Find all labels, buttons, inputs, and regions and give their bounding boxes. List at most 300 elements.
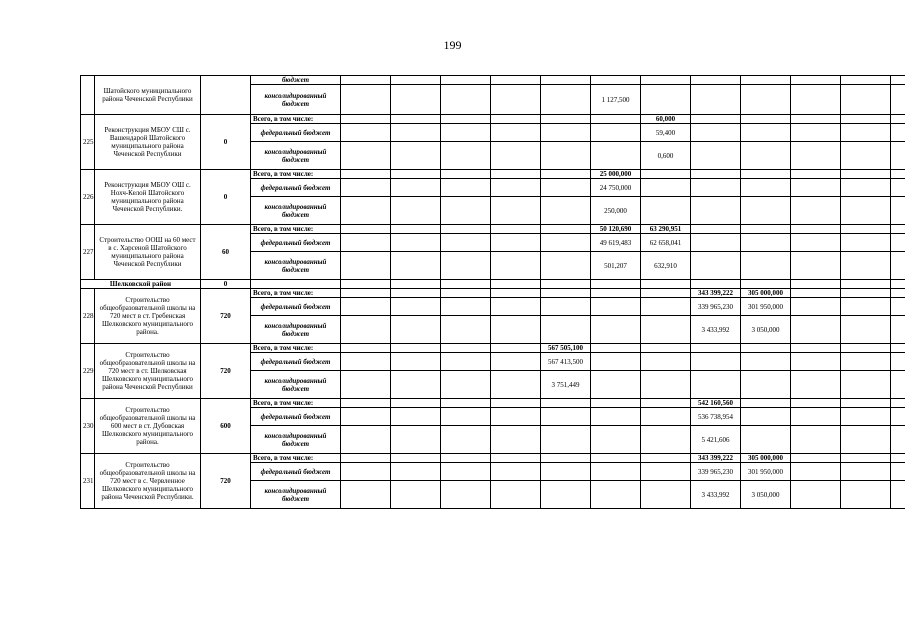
amount-cell (791, 234, 841, 252)
amount-cell (491, 280, 541, 289)
object-name: Строительство общеобразовательной школы на 600 мест в ст. Дубовская Шелковского муниципального района. (95, 399, 201, 454)
amount-cell (341, 234, 391, 252)
amount-cell (791, 463, 841, 481)
amount-cell (641, 197, 691, 225)
amount-cell: 301 950,000 (741, 463, 791, 481)
funding-source: Всего, в том числе: (251, 115, 341, 124)
amount-cell (841, 454, 891, 463)
funding-source: Всего, в том числе: (251, 399, 341, 408)
amount-cell (841, 316, 891, 344)
amount-cell: 3 751,449 (541, 371, 591, 399)
funding-source: Всего, в том числе: (251, 170, 341, 179)
object-name: Шатойского муниципального района Чеченской Республики (95, 76, 201, 115)
amount-cell (741, 142, 791, 170)
amount-cell (391, 426, 441, 454)
amount-cell (391, 344, 441, 353)
amount-cell (341, 280, 391, 289)
amount-cell (391, 115, 441, 124)
amount-cell (741, 124, 791, 142)
amount-cell (491, 197, 541, 225)
amount-cell (791, 408, 841, 426)
amount-cell (341, 252, 391, 280)
amount-cell (491, 481, 541, 509)
funding-source: федеральный бюджет (251, 353, 341, 371)
amount-cell (441, 316, 491, 344)
amount-cell: 5 421,606 (691, 426, 741, 454)
amount-cell: 343 399,222 (691, 454, 741, 463)
amount-cell (841, 289, 891, 298)
amount-cell (441, 344, 491, 353)
amount-cell (641, 344, 691, 353)
amount-cell (441, 280, 491, 289)
object-name: Реконструкция МБОУ ОШ с. Нохч-Келой Шатойского муниципального района Чеченской Республики. (95, 170, 201, 225)
amount-cell (341, 225, 391, 234)
capacity: 720 (201, 344, 251, 399)
amount-cell (591, 408, 641, 426)
amount-cell (791, 197, 841, 225)
amount-cell (791, 170, 841, 179)
capacity: 720 (201, 454, 251, 509)
amount-cell (541, 316, 591, 344)
amount-cell: 3 050,000 (741, 316, 791, 344)
funding-source: федеральный бюджет (251, 298, 341, 316)
amount-cell (441, 399, 491, 408)
amount-cell (691, 353, 741, 371)
amount-cell (791, 426, 841, 454)
amount-cell (341, 353, 391, 371)
amount-cell (891, 298, 905, 316)
amount-cell (791, 454, 841, 463)
amount-cell: 339 965,230 (691, 463, 741, 481)
budget-table (80, 75, 905, 509)
amount-cell (391, 298, 441, 316)
amount-cell (491, 316, 541, 344)
amount-cell (491, 289, 541, 298)
amount-cell (741, 179, 791, 197)
funding-source: Всего, в том числе: (251, 225, 341, 234)
amount-cell (541, 463, 591, 481)
amount-cell (791, 225, 841, 234)
amount-cell (841, 280, 891, 289)
amount-cell (341, 179, 391, 197)
amount-cell (541, 399, 591, 408)
amount-cell (891, 463, 905, 481)
amount-cell (541, 142, 591, 170)
amount-cell (791, 316, 841, 344)
amount-cell (491, 85, 541, 115)
row-number (81, 76, 95, 115)
amount-cell (891, 197, 905, 225)
amount-cell: 542 160,560 (691, 399, 741, 408)
amount-cell (341, 124, 391, 142)
amount-cell (491, 353, 541, 371)
amount-cell (441, 371, 491, 399)
amount-cell (641, 408, 691, 426)
amount-cell (391, 289, 441, 298)
amount-cell (791, 142, 841, 170)
amount-cell (891, 85, 905, 115)
amount-cell (251, 280, 341, 289)
amount-cell (741, 252, 791, 280)
table-row (81, 170, 905, 179)
amount-cell (591, 371, 641, 399)
amount-cell (691, 115, 741, 124)
amount-cell (841, 408, 891, 426)
amount-cell (891, 170, 905, 179)
amount-cell (841, 481, 891, 509)
amount-cell: 59,400 (641, 124, 691, 142)
funding-source: федеральный бюджет (251, 179, 341, 197)
amount-cell (641, 399, 691, 408)
amount-cell (591, 454, 641, 463)
amount-cell (441, 124, 491, 142)
amount-cell (891, 454, 905, 463)
row-number: 230 (81, 399, 95, 454)
amount-cell (591, 426, 641, 454)
amount-cell (491, 371, 541, 399)
amount-cell: 24 750,000 (591, 179, 641, 197)
amount-cell (741, 115, 791, 124)
amount-cell (691, 234, 741, 252)
amount-cell (491, 408, 541, 426)
table-row (81, 115, 905, 124)
amount-cell (491, 426, 541, 454)
amount-cell (841, 353, 891, 371)
funding-source: консолидированный бюджет (251, 252, 341, 280)
amount-cell (741, 170, 791, 179)
funding-source: консолидированный бюджет (251, 426, 341, 454)
amount-cell (691, 344, 741, 353)
amount-cell: 63 290,951 (641, 225, 691, 234)
amount-cell: 301 950,000 (741, 298, 791, 316)
amount-cell (391, 408, 441, 426)
amount-cell (541, 76, 591, 85)
amount-cell (541, 179, 591, 197)
row-number: 227 (81, 225, 95, 280)
amount-cell (841, 463, 891, 481)
amount-cell (691, 142, 741, 170)
amount-cell (391, 399, 441, 408)
amount-cell (341, 115, 391, 124)
amount-cell (541, 298, 591, 316)
amount-cell (541, 85, 591, 115)
amount-cell (891, 142, 905, 170)
amount-cell (491, 298, 541, 316)
amount-cell (891, 408, 905, 426)
amount-cell (741, 234, 791, 252)
amount-cell (641, 298, 691, 316)
amount-cell (691, 179, 741, 197)
amount-cell (641, 289, 691, 298)
amount-cell (791, 353, 841, 371)
amount-cell: 60,000 (641, 115, 691, 124)
amount-cell (441, 76, 491, 85)
amount-cell (791, 252, 841, 280)
amount-cell (591, 481, 641, 509)
amount-cell (691, 124, 741, 142)
amount-cell (441, 85, 491, 115)
row-number: 231 (81, 454, 95, 509)
capacity: 720 (201, 289, 251, 344)
amount-cell (341, 289, 391, 298)
amount-cell (541, 115, 591, 124)
funding-source: Всего, в том числе: (251, 454, 341, 463)
amount-cell (691, 197, 741, 225)
amount-cell (791, 371, 841, 399)
amount-cell (791, 179, 841, 197)
amount-cell: 250,000 (591, 197, 641, 225)
amount-cell (341, 76, 391, 85)
amount-cell (491, 234, 541, 252)
amount-cell (441, 463, 491, 481)
amount-cell (591, 353, 641, 371)
amount-cell (491, 142, 541, 170)
amount-cell (891, 76, 905, 85)
amount-cell (841, 399, 891, 408)
amount-cell (341, 454, 391, 463)
capacity: 60 (201, 225, 251, 280)
amount-cell: 62 658,041 (641, 234, 691, 252)
amount-cell (591, 142, 641, 170)
amount-cell (641, 371, 691, 399)
amount-cell (391, 179, 441, 197)
amount-cell (841, 344, 891, 353)
amount-cell (591, 280, 641, 289)
amount-cell (491, 252, 541, 280)
amount-cell (741, 344, 791, 353)
amount-cell: 1 127,500 (591, 85, 641, 115)
amount-cell (791, 115, 841, 124)
object-name: Строительство ООШ на 60 мест в с. Харсеной Шатойского муниципального района Чеченской Республики (95, 225, 201, 280)
row-number: 226 (81, 170, 95, 225)
amount-cell (691, 280, 741, 289)
amount-cell (641, 353, 691, 371)
amount-cell (441, 289, 491, 298)
amount-cell (891, 316, 905, 344)
amount-cell: 49 619,483 (591, 234, 641, 252)
amount-cell (641, 179, 691, 197)
amount-cell (491, 170, 541, 179)
amount-cell (341, 408, 391, 426)
amount-cell (391, 316, 441, 344)
amount-cell (541, 481, 591, 509)
amount-cell (891, 426, 905, 454)
amount-cell (641, 76, 691, 85)
amount-cell (791, 280, 841, 289)
funding-source: федеральный бюджет (251, 124, 341, 142)
amount-cell: 50 120,690 (591, 225, 641, 234)
amount-cell (541, 289, 591, 298)
amount-cell (741, 426, 791, 454)
amount-cell (341, 197, 391, 225)
table-row (81, 344, 905, 353)
amount-cell (391, 280, 441, 289)
funding-source: консолидированный бюджет (251, 85, 341, 115)
funding-source: консолидированный бюджет (251, 197, 341, 225)
amount-cell (891, 124, 905, 142)
amount-cell (441, 179, 491, 197)
amount-cell (591, 289, 641, 298)
object-name: Строительство общеобразовательной школы на 720 мест в ст. Гребенская Шелковского муниципального района. (95, 289, 201, 344)
district-capacity: 0 (201, 280, 251, 289)
amount-cell (891, 280, 905, 289)
amount-cell: 3 050,000 (741, 481, 791, 509)
amount-cell (741, 197, 791, 225)
amount-cell (441, 252, 491, 280)
amount-cell (891, 399, 905, 408)
amount-cell (541, 170, 591, 179)
amount-cell (341, 463, 391, 481)
amount-cell: 567 413,500 (541, 353, 591, 371)
amount-cell (741, 225, 791, 234)
amount-cell (391, 463, 441, 481)
amount-cell (441, 170, 491, 179)
amount-cell (841, 426, 891, 454)
amount-cell (441, 197, 491, 225)
table-row (81, 225, 905, 234)
amount-cell (391, 252, 441, 280)
district-row (81, 280, 905, 289)
amount-cell: 567 505,100 (541, 344, 591, 353)
amount-cell (641, 316, 691, 344)
amount-cell (591, 344, 641, 353)
amount-cell (341, 316, 391, 344)
district-name: Шелковской район (81, 280, 201, 289)
amount-cell (441, 426, 491, 454)
amount-cell (391, 225, 441, 234)
amount-cell (491, 115, 541, 124)
funding-source: консолидированный бюджет (251, 481, 341, 509)
amount-cell (791, 344, 841, 353)
capacity: 600 (201, 399, 251, 454)
amount-cell (691, 252, 741, 280)
amount-cell (541, 280, 591, 289)
row-number: 225 (81, 115, 95, 170)
amount-cell (391, 170, 441, 179)
amount-cell (891, 225, 905, 234)
funding-source: консолидированный бюджет (251, 371, 341, 399)
amount-cell (391, 142, 441, 170)
amount-cell (891, 371, 905, 399)
funding-source: консолидированный бюджет (251, 142, 341, 170)
amount-cell (591, 463, 641, 481)
amount-cell: 305 000,000 (741, 454, 791, 463)
funding-source: Всего, в том числе: (251, 289, 341, 298)
amount-cell (391, 353, 441, 371)
amount-cell (691, 76, 741, 85)
amount-cell (591, 76, 641, 85)
capacity (201, 76, 251, 115)
amount-cell (891, 179, 905, 197)
amount-cell (391, 371, 441, 399)
object-name: Реконструкция МБОУ СШ с. Вашендарой Шатойского муниципального района Чеченской Республики (95, 115, 201, 170)
table-row (81, 454, 905, 463)
amount-cell (841, 371, 891, 399)
amount-cell (641, 481, 691, 509)
amount-cell (541, 124, 591, 142)
amount-cell (691, 85, 741, 115)
amount-cell (641, 170, 691, 179)
amount-cell (341, 142, 391, 170)
amount-cell: 3 433,992 (691, 481, 741, 509)
amount-cell (691, 225, 741, 234)
amount-cell (841, 76, 891, 85)
amount-cell (341, 399, 391, 408)
object-name: Строительство общеобразовательной школы на 720 мест в с. Червленное Шелковского муниципального района Чеченской Республики. (95, 454, 201, 509)
amount-cell: 339 965,230 (691, 298, 741, 316)
amount-cell (841, 252, 891, 280)
amount-cell (841, 197, 891, 225)
amount-cell: 343 399,222 (691, 289, 741, 298)
amount-cell (791, 298, 841, 316)
amount-cell (391, 85, 441, 115)
amount-cell (841, 170, 891, 179)
amount-cell (541, 197, 591, 225)
amount-cell (891, 252, 905, 280)
amount-cell (841, 115, 891, 124)
page-number: 199 (443, 38, 462, 52)
amount-cell (641, 85, 691, 115)
amount-cell (891, 344, 905, 353)
table-body (81, 76, 905, 509)
amount-cell (541, 426, 591, 454)
amount-cell (641, 426, 691, 454)
amount-cell (391, 76, 441, 85)
amount-cell (841, 234, 891, 252)
amount-cell (441, 115, 491, 124)
amount-cell (441, 225, 491, 234)
amount-cell (491, 463, 541, 481)
amount-cell (591, 115, 641, 124)
amount-cell (441, 142, 491, 170)
amount-cell (491, 225, 541, 234)
row-number: 229 (81, 344, 95, 399)
amount-cell (591, 124, 641, 142)
amount-cell (741, 280, 791, 289)
amount-cell (891, 353, 905, 371)
amount-cell (591, 298, 641, 316)
amount-cell (341, 344, 391, 353)
amount-cell (491, 344, 541, 353)
amount-cell (841, 85, 891, 115)
amount-cell (841, 142, 891, 170)
amount-cell (491, 454, 541, 463)
amount-cell (541, 408, 591, 426)
amount-cell: 536 738,954 (691, 408, 741, 426)
amount-cell (441, 481, 491, 509)
amount-cell: 0,600 (641, 142, 691, 170)
amount-cell (541, 225, 591, 234)
amount-cell (691, 170, 741, 179)
amount-cell (791, 289, 841, 298)
amount-cell (641, 463, 691, 481)
amount-cell (891, 234, 905, 252)
amount-cell: 3 433,992 (691, 316, 741, 344)
amount-cell (441, 298, 491, 316)
amount-cell (641, 454, 691, 463)
amount-cell (741, 408, 791, 426)
amount-cell: 632,910 (641, 252, 691, 280)
amount-cell (841, 179, 891, 197)
amount-cell (541, 234, 591, 252)
amount-cell (891, 481, 905, 509)
capacity: 0 (201, 170, 251, 225)
funding-source: Всего, в том числе: (251, 344, 341, 353)
amount-cell (591, 399, 641, 408)
amount-cell (341, 85, 391, 115)
amount-cell (891, 115, 905, 124)
amount-cell (341, 298, 391, 316)
